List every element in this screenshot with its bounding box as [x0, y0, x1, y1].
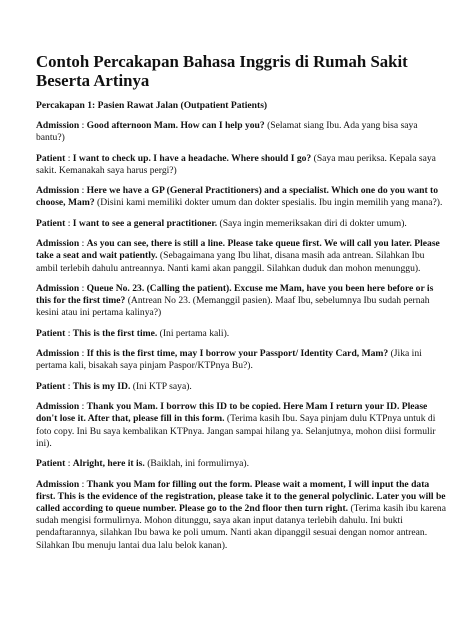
- dialog-separator: :: [65, 458, 73, 470]
- dialog-translation: (Selamat siang Ibu. Ada yang bisa saya bantu?): [36, 120, 418, 144]
- dialog-line: [36, 348, 446, 372]
- dialog-english-text: If this is the first time, may I borrow your Passport/ Identity Card, Mam?: [86, 348, 389, 360]
- dialog-translation: (Terima kasih ibu karena sudah mengisi formulirnya. Mohon ditunggu, saya akan input datanya terlebih dahulu. Ini bukti pendaftarannya, silahkan Ibu bawa ke poli umum. Nanti akan dipanggil sesuai dengan nomor antrean. Silahkan Ibu menuju lantai dua lalu belok kanan).: [36, 502, 446, 551]
- dialog-separator: :: [79, 478, 87, 490]
- dialog-separator: :: [65, 380, 73, 392]
- dialog-translation: (Baiklah, ini formulirnya).: [144, 458, 250, 470]
- dialog-english-text: Alright, here it is.: [72, 458, 145, 470]
- dialog-separator: :: [79, 185, 87, 197]
- dialog-translation: (Disini kami memiliki dokter umum dan dokter spesialis. Ibu ingin memilih yang mana?).: [94, 197, 443, 209]
- document-title: Contoh Percakapan Bahasa Inggris di Rumah Sakit Beserta Artinya: [36, 52, 408, 90]
- dialog-english-text: Thank you Mam for filling out the form. Please wait a moment, I will input the data first. This is the evidence of the registration, please take it to the general polyclinic. Later you will be called according to queue number. Please go to the 2nd floor then turn right.: [36, 478, 446, 514]
- dialog-english-text: I want to see a general practitioner.: [72, 217, 218, 229]
- dialog-speaker: Patient: [36, 327, 66, 339]
- dialog-translation: (Saya mau periksa. Kepala saya sakit. Kemanakah saya harus pergi?): [36, 152, 436, 176]
- dialog-separator: :: [65, 217, 73, 229]
- section-heading: Percakapan 1: Pasien Rawat Jalan (Outpatient Patients): [36, 100, 268, 111]
- dialog-translation: (Jika ini pertama kali, bisakah saya pinjam Paspor/KTPnya Bu?).: [36, 348, 422, 372]
- dialog-speaker: Admission: [36, 478, 80, 490]
- dialog-line: [36, 381, 446, 393]
- dialog-list: [36, 120, 446, 552]
- dialog-english-text: Here we have a GP (General Practitioners) and a specialist. Which one do you want to choose, Mam?: [36, 185, 439, 209]
- dialog-line: [36, 401, 446, 450]
- dialog-speaker: Admission: [36, 348, 80, 360]
- dialog-translation: (Sebagaimana yang Ibu lihat, disana masih ada antrean. Silahkan Ibu ambil terlebih dahulu antreannya. Nanti kami akan panggil. Silahkan duduk dan mohon menunggu).: [36, 250, 425, 274]
- dialog-separator: :: [65, 327, 73, 339]
- dialog-separator: :: [79, 348, 87, 360]
- dialog-line: [36, 153, 446, 177]
- dialog-english-text: Queue No. 23. (Calling the patient). Excuse me Mam, have you been here before or is this for the first time?: [36, 282, 434, 307]
- dialog-speaker: Patient: [36, 152, 66, 164]
- dialog-line: [36, 120, 446, 144]
- dialog-english-text: I want to check up. I have a headache. Where should I go?: [72, 152, 312, 164]
- dialog-speaker: Patient: [36, 380, 66, 392]
- dialog-separator: :: [79, 238, 87, 250]
- dialog-speaker: Admission: [36, 120, 80, 131]
- dialog-separator: :: [79, 401, 87, 413]
- dialog-translation: (Antrean No 23. (Memanggil pasien). Maaf Ibu, sebelumnya Ibu sudah pernah kesini atau ini pertama kalinya?): [36, 295, 430, 319]
- dialog-line: [36, 328, 446, 340]
- dialog-speaker: Admission: [36, 238, 80, 250]
- dialog-separator: :: [79, 120, 87, 131]
- dialog-english-text: Thank you Mam. I borrow this ID to be copied. Here Mam I return your ID. Please don't lose it. After that, please fill in this form.: [36, 401, 428, 425]
- dialog-line: [36, 238, 446, 275]
- dialog-separator: :: [79, 282, 87, 294]
- dialog-line: [36, 283, 446, 320]
- dialog-speaker: Admission: [36, 185, 80, 197]
- dialog-english-text: This is my ID.: [72, 380, 131, 392]
- dialog-line: [36, 218, 446, 230]
- dialog-translation: (Saya ingin memeriksakan diri di dokter umum).: [217, 217, 407, 229]
- dialog-translation: (Ini KTP saya).: [130, 380, 192, 392]
- dialog-translation: (Ini pertama kali).: [157, 327, 230, 339]
- dialog-english-text: This is the first time.: [72, 327, 158, 339]
- dialog-speaker: Admission: [36, 282, 80, 294]
- dialog-english-text: As you can see, there is still a line. Please take queue first. We will call you later. Please take a seat and wait patiently.: [36, 238, 440, 262]
- dialog-translation: (Terima kasih Ibu. Saya pinjam dulu KTPnya untuk di foto copy. Ini Bu saya kembalikan KTPnya. Jangan sampai hilang ya. Selanjutnya, mohon diisi formulir ini).: [36, 413, 436, 449]
- dialog-speaker: Admission: [36, 401, 80, 413]
- dialog-line: [36, 458, 446, 470]
- dialog-speaker: Patient: [36, 458, 66, 470]
- document-page: [36, 52, 446, 560]
- dialog-english-text: Good afternoon Mam. How can I help you?: [86, 120, 265, 131]
- dialog-line: [36, 185, 446, 209]
- dialog-line: [36, 479, 446, 552]
- dialog-speaker: Patient: [36, 217, 66, 229]
- dialog-separator: :: [65, 152, 73, 164]
